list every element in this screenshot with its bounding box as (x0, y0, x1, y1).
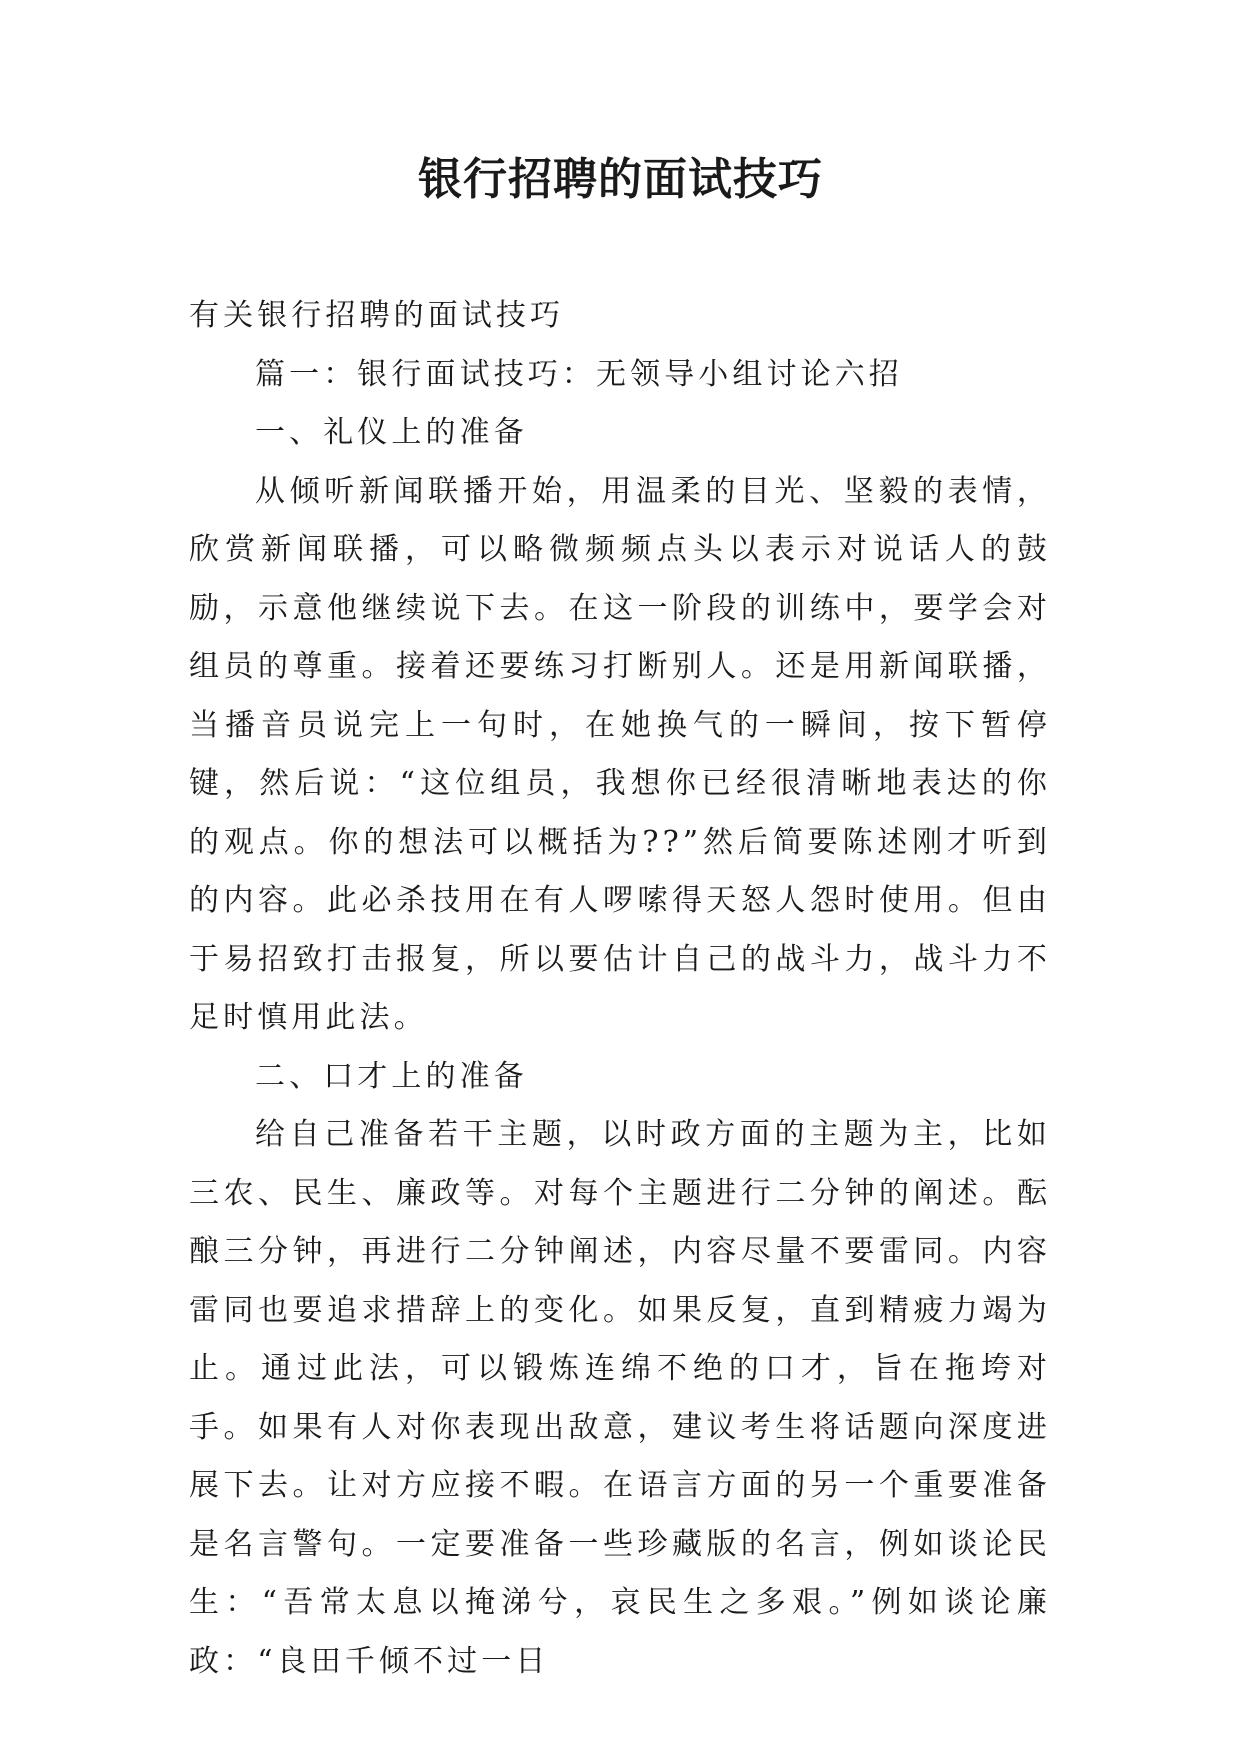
paragraph-eloquence: 给自己准备若干主题，以时政方面的主题为主，比如三农、民生、廉政等。对每个主题进行二分钟的阐述。酝酿三分钟，再进行二分钟阐述，内容尽量不要雷同。内容雷同也要追求措辞上的变化。如果反复，直到精疲力竭为止。通过此法，可以锻炼连绵不绝的口才，旨在拖垮对手。如果有人对你表现出敌意，建议考生将话题向深度进展下去。让对方应接不暇。在语言方面的另一个重要准备是名言警句。一定要准备一些珍藏版的名言，例如谈论民生：“吾常太息以掩涕兮，哀民生之多艰。”例如谈论廉政：“良田千倾不过一日 (189, 1117, 1051, 1679)
chapter-heading: 篇一：银行面试技巧：无领导小组讨论六招 (255, 356, 903, 392)
intro-line: 有关银行招聘的面试技巧 (189, 298, 565, 333)
section-heading-etiquette: 一、礼仪上的准备 (255, 415, 528, 450)
section-heading-eloquence: 二、口才上的准备 (255, 1058, 528, 1094)
document-body (189, 287, 1051, 1691)
paragraph-etiquette: 从倾听新闻联播开始，用温柔的目光、坚毅的表情，欣赏新闻联播，可以略微频频点头以表示对说话人的鼓励，示意他继续说下去。在这一阶段的训练中，要学会对组员的尊重。接着还要练习打断别人。还是用新闻联播，当播音员说完上一句时，在她换气的一瞬间，按下暂停键，然后说：“这位组员，我想你已经很清晰地表达的你的观点。你的想法可以概括为??”然后简要陈述刚才听到的内容。此必杀技用在有人啰嗦得天怒人怨时使用。但由于易招致打击报复，所以要估计自己的战斗力，战斗力不足时慎用此法。 (189, 473, 1051, 1035)
document-title: 银行招聘的面试技巧 (418, 154, 823, 205)
